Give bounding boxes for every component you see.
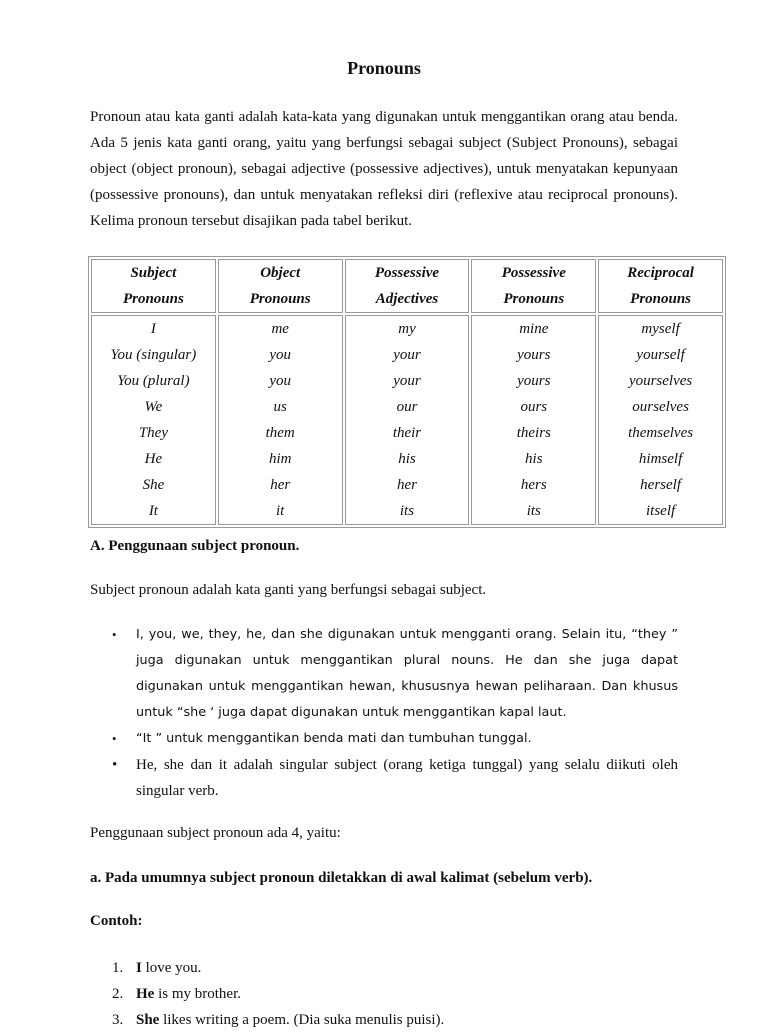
example-text: likes writing a poem. (Dia suka menulis puisi). <box>159 1012 445 1028</box>
table-cell: theirs <box>516 425 551 441</box>
table-cell: your <box>393 347 421 363</box>
header-possessive-adjectives <box>345 259 470 313</box>
bullet-text: He, she dan it adalah singular subject (orang ketiga tunggal) yang selalu diikuti oleh singular verb. <box>136 757 678 799</box>
page-title: Pronouns <box>347 58 421 78</box>
bullet-icon: • <box>112 757 118 773</box>
example-pronoun: She <box>136 1012 160 1028</box>
sub-heading-a: a. Pada umumnya subject pronoun diletakkan di awal kalimat (sebelum verb). <box>90 870 593 886</box>
header-reciprocal-pronouns <box>598 259 723 313</box>
bullet-text: “It ” untuk menggantikan benda mati dan tumbuhan tunggal. <box>136 731 532 746</box>
table-cell: You (singular) <box>110 347 197 363</box>
header-line: Pronouns <box>249 291 311 307</box>
example-list <box>90 955 444 1033</box>
column-object-pronouns <box>218 315 343 525</box>
table-cell: their <box>392 425 422 441</box>
header-possessive-pronouns <box>471 259 596 313</box>
header-line: Pronouns <box>122 291 184 307</box>
contoh-label: Contoh: <box>90 913 143 929</box>
table-cell: her <box>396 477 417 493</box>
header-object-pronouns <box>218 259 343 313</box>
table-cell: it <box>276 503 285 519</box>
example-item <box>90 1007 444 1033</box>
table-cell: mine <box>519 321 549 337</box>
table-cell: himself <box>638 451 683 467</box>
table-cell: ours <box>520 399 548 415</box>
table-cell: itself <box>646 503 676 519</box>
table-cell: yours <box>517 373 551 389</box>
example-number: 1. <box>112 960 124 976</box>
table-cell: They <box>138 425 168 441</box>
table-cell: We <box>144 399 163 415</box>
table-cell: you <box>269 373 292 389</box>
example-text: is my brother. <box>154 986 241 1002</box>
table-cell: I <box>150 321 156 337</box>
table-cell: its <box>526 503 541 519</box>
header-line: Object <box>260 265 301 281</box>
header-line: Reciprocal <box>627 265 694 281</box>
table-cell: themselves <box>628 425 694 441</box>
header-line: Adjectives <box>375 291 439 307</box>
table-cell: his <box>398 451 416 467</box>
table-cell: ourselves <box>632 399 689 415</box>
table-cell: our <box>396 399 418 415</box>
table-cell: yourself <box>636 347 685 363</box>
example-number: 2. <box>112 986 124 1002</box>
usage-intro: Penggunaan subject pronoun ada 4, yaitu: <box>90 825 341 841</box>
table-cell: us <box>273 399 287 415</box>
example-pronoun: I <box>136 960 142 976</box>
table-cell: herself <box>640 477 681 493</box>
list-item <box>90 726 678 752</box>
table-cell: hers <box>520 477 547 493</box>
header-line: Subject <box>130 265 177 281</box>
table-cell: You (plural) <box>117 373 190 389</box>
column-subject-pronouns <box>91 315 216 525</box>
header-line: Possessive <box>501 265 566 281</box>
header-subject-pronouns <box>91 259 216 313</box>
example-number: 3. <box>112 1012 124 1028</box>
example-text: love you. <box>141 960 202 976</box>
example-pronoun: He <box>136 986 155 1002</box>
table-cell: me <box>271 321 289 337</box>
table-cell: She <box>142 477 165 493</box>
bullet-icon: • <box>112 628 117 642</box>
table-cell: its <box>399 503 415 519</box>
table-cell: his <box>525 451 543 467</box>
table-header-row <box>91 259 723 313</box>
section-a-heading: A. Penggunaan subject pronoun. <box>90 538 300 554</box>
table-cell: It <box>148 503 158 519</box>
intro-paragraph: Pronoun atau kata ganti adalah kata-kata yang digunakan untuk menggantikan orang atau benda. Ada 5 jenis kata ganti orang, yaitu yang berfungsi sebagai subject (Subject Pronouns), sebagai object (object pronoun), sebagai adjective (possessive adjectives), untuk menyatakan kepunyaan (possessive pronouns), dan untuk menyatakan refleksi diri (reflexive atau reciprocal pronouns). Kelima pronoun tersebut disajikan pada tabel berikut. <box>90 109 678 229</box>
list-item <box>90 622 678 726</box>
table-cell: them <box>265 425 295 441</box>
bullet-text: I, you, we, they, he, dan she digunakan untuk mengganti orang. Selain itu, “they ” juga digunakan untuk menggantikan plural nouns. He dan she juga dapat digunakan untuk menggantikan hewan, khususnya hewan peliharaan. Dan khusus untuk “she ‘ juga dapat digunakan untuk menggantikan kapal laut. <box>136 627 678 720</box>
header-line: Possessive <box>374 265 440 281</box>
table-cell: your <box>393 373 421 389</box>
header-line: Pronouns <box>503 291 565 307</box>
table-cell: him <box>268 451 292 467</box>
table-cell: her <box>270 477 291 493</box>
table-cell: myself <box>641 321 680 337</box>
table-cell: yours <box>517 347 551 363</box>
list-item <box>90 752 678 804</box>
table-body-row <box>91 315 723 525</box>
column-possessive-adjectives <box>345 315 470 525</box>
header-line: Pronouns <box>630 291 692 307</box>
table-cell: yourselves <box>628 373 693 389</box>
section-a-intro: Subject pronoun adalah kata ganti yang berfungsi sebagai subject. <box>90 582 487 598</box>
table-cell: He <box>144 451 163 467</box>
table-cell: you <box>269 347 292 363</box>
example-item <box>90 981 444 1007</box>
pronoun-table <box>88 256 726 528</box>
example-item <box>90 955 444 981</box>
column-possessive-pronouns <box>471 315 596 525</box>
column-reciprocal-pronouns <box>598 315 723 525</box>
bullet-list <box>90 622 678 804</box>
bullet-icon: • <box>112 732 117 746</box>
table-cell: my <box>398 321 416 337</box>
